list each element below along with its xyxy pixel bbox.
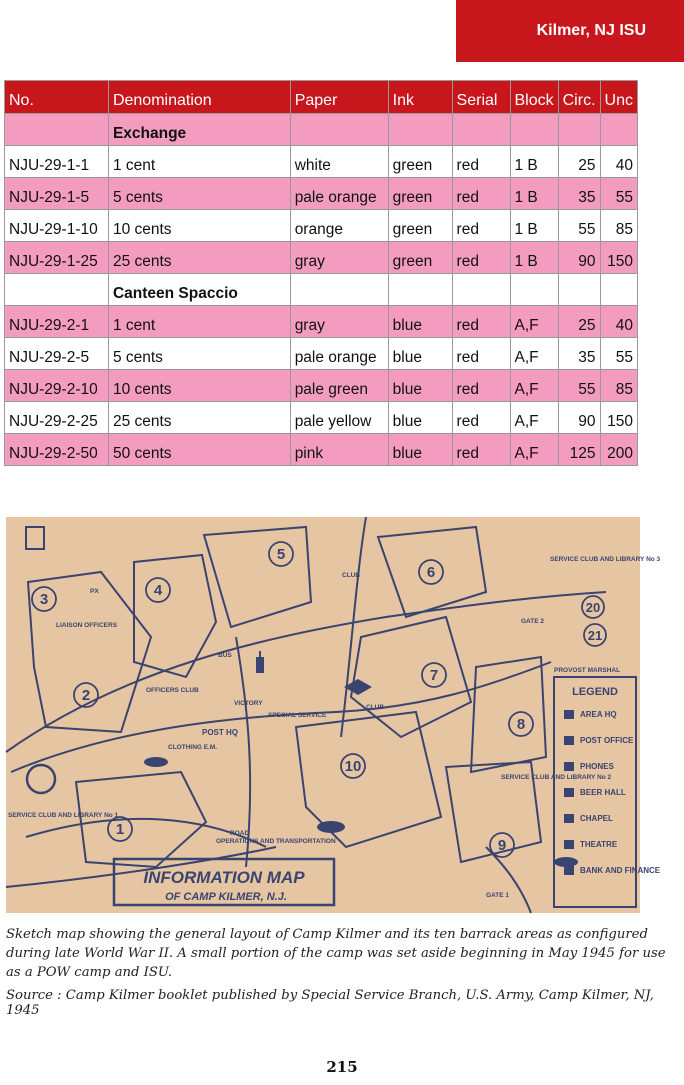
chapter-header-tab <box>456 0 684 62</box>
map-legend-symbol-icon <box>564 814 574 823</box>
empty-cell <box>558 274 600 306</box>
cell-paper: gray <box>290 242 388 274</box>
empty-cell <box>290 114 388 146</box>
section-title: Exchange <box>108 114 290 146</box>
empty-cell <box>5 274 109 306</box>
cell-ink: blue <box>388 402 452 434</box>
cell-serial: red <box>452 242 510 274</box>
cell-paper: gray <box>290 306 388 338</box>
cell-ink: blue <box>388 306 452 338</box>
column-header-block: Block <box>510 81 558 114</box>
map-legend-symbol-icon <box>564 840 574 849</box>
cell-circ: 25 <box>558 146 600 178</box>
camp-map-image <box>6 517 661 913</box>
map-area-5: 5 <box>276 546 286 563</box>
column-header-no: No. <box>5 81 109 114</box>
map-area-21: 21 <box>587 628 603 643</box>
cell-serial: red <box>452 210 510 242</box>
map-legend-item: BANK AND FINANCE <box>580 866 661 875</box>
cell-serial: red <box>452 338 510 370</box>
cell-no: NJU-29-1-1 <box>5 146 109 178</box>
map-label-service-club-1: SERVICE CLUB AND LIBRARY No 1 <box>8 812 119 819</box>
cell-unc: 40 <box>600 306 637 338</box>
map-title: INFORMATION MAP <box>143 868 305 887</box>
table-section-row <box>5 114 638 146</box>
table-row <box>5 370 638 402</box>
cell-ink: blue <box>388 434 452 466</box>
table-row <box>5 242 638 274</box>
map-label-gate-2: GATE 2 <box>521 618 544 625</box>
cell-paper: pale green <box>290 370 388 402</box>
map-area-8: 8 <box>516 716 526 733</box>
cell-block: A,F <box>510 306 558 338</box>
cell-paper: white <box>290 146 388 178</box>
map-legend-title: LEGEND <box>572 686 618 698</box>
cell-denomination: 25 cents <box>108 242 290 274</box>
cell-paper: pink <box>290 434 388 466</box>
empty-cell <box>600 114 637 146</box>
empty-cell <box>510 274 558 306</box>
cell-denomination: 50 cents <box>108 434 290 466</box>
cell-unc: 55 <box>600 338 637 370</box>
column-header-serial: Serial <box>452 81 510 114</box>
cell-denomination: 10 cents <box>108 210 290 242</box>
chapel-icon <box>256 657 264 673</box>
cell-denomination: 10 cents <box>108 370 290 402</box>
cell-no: NJU-29-1-25 <box>5 242 109 274</box>
cell-serial: red <box>452 434 510 466</box>
map-label-officers-club: OFFICERS CLUB <box>146 687 199 694</box>
map-label-px: PX <box>90 588 99 595</box>
map-legend-item: BEER HALL <box>580 788 626 797</box>
map-label-club-a: CLUB <box>342 572 361 579</box>
empty-cell <box>510 114 558 146</box>
empty-cell <box>452 114 510 146</box>
map-label-gate-1: GATE 1 <box>486 892 509 899</box>
cell-unc: 55 <box>600 178 637 210</box>
cell-circ: 35 <box>558 178 600 210</box>
cell-serial: red <box>452 306 510 338</box>
column-header-unc: Unc <box>600 81 637 114</box>
cell-circ: 125 <box>558 434 600 466</box>
cell-paper: pale orange <box>290 178 388 210</box>
map-legend-item: THEATRE <box>580 840 618 849</box>
page-number: 215 <box>326 1058 358 1076</box>
table-body <box>5 114 638 466</box>
cell-denomination: 5 cents <box>108 338 290 370</box>
map-label-club-b: CLUB <box>366 704 385 711</box>
table-row <box>5 178 638 210</box>
cell-no: NJU-29-1-5 <box>5 178 109 210</box>
map-area-3: 3 <box>39 591 49 608</box>
empty-cell <box>452 274 510 306</box>
column-header-circ: Circ. <box>558 81 600 114</box>
map-legend-item: POST OFFICE <box>580 736 634 745</box>
empty-cell <box>290 274 388 306</box>
cell-denomination: 25 cents <box>108 402 290 434</box>
section-title: Canteen Spaccio <box>108 274 290 306</box>
map-label-service-club-3: SERVICE CLUB AND LIBRARY No 3 <box>550 556 661 563</box>
catalog-table <box>4 80 638 466</box>
map-area-1: 1 <box>115 821 125 838</box>
map-caption: Sketch map showing the general layout of Camp Kilmer and its ten barrack areas as configured during late World War II. A small portion of the camp was set aside beginning in May 1945 for use as a POW camp and ISU. <box>6 927 666 980</box>
map-subtitle: OF CAMP KILMER, N.J. <box>165 891 287 903</box>
map-label-post-hq: POST HQ <box>202 728 239 737</box>
table-row <box>5 306 638 338</box>
cell-no: NJU-29-2-1 <box>5 306 109 338</box>
map-legend-symbol-icon <box>564 866 574 875</box>
table-row <box>5 210 638 242</box>
theatre-icon <box>317 821 345 833</box>
cell-denomination: 1 cent <box>108 146 290 178</box>
map-legend-symbol-icon <box>564 788 574 797</box>
cell-ink: green <box>388 146 452 178</box>
map-label-bus: BUS <box>218 652 232 659</box>
cell-circ: 55 <box>558 210 600 242</box>
cell-no: NJU-29-2-25 <box>5 402 109 434</box>
cell-denomination: 5 cents <box>108 178 290 210</box>
cell-block: 1 B <box>510 242 558 274</box>
map-label-road: ROAD <box>230 830 250 837</box>
cell-no: NJU-29-2-5 <box>5 338 109 370</box>
column-header-paper: Paper <box>290 81 388 114</box>
table-section-row <box>5 274 638 306</box>
chapter-title: Kilmer, NJ ISU <box>536 22 646 39</box>
map-label-provost: PROVOST MARSHAL <box>554 667 621 674</box>
map-legend-symbol-icon <box>564 710 574 719</box>
map-area-4: 4 <box>153 582 163 599</box>
empty-cell <box>558 114 600 146</box>
map-label-liaison: LIAISON OFFICERS <box>56 622 118 629</box>
cell-unc: 85 <box>600 370 637 402</box>
map-label-operations: OPERATIONS AND TRANSPORTATION <box>216 838 336 845</box>
empty-cell <box>5 114 109 146</box>
map-area-10: 10 <box>344 758 362 775</box>
cell-ink: green <box>388 242 452 274</box>
cell-unc: 40 <box>600 146 637 178</box>
cell-circ: 35 <box>558 338 600 370</box>
map-area-20: 20 <box>585 600 601 615</box>
cell-ink: blue <box>388 338 452 370</box>
cell-paper: pale orange <box>290 338 388 370</box>
table-row <box>5 434 638 466</box>
table-row <box>5 146 638 178</box>
cell-circ: 90 <box>558 402 600 434</box>
cell-denomination: 1 cent <box>108 306 290 338</box>
cell-block: 1 B <box>510 178 558 210</box>
cell-serial: red <box>452 370 510 402</box>
map-label-victory: VICTORY <box>234 700 263 707</box>
cell-serial: red <box>452 146 510 178</box>
cell-no: NJU-29-2-50 <box>5 434 109 466</box>
cell-circ: 55 <box>558 370 600 402</box>
table-row <box>5 338 638 370</box>
cell-no: NJU-29-2-10 <box>5 370 109 402</box>
empty-cell <box>600 274 637 306</box>
map-legend-item: PHONES <box>580 762 614 771</box>
cell-unc: 150 <box>600 402 637 434</box>
cell-serial: red <box>452 402 510 434</box>
cell-unc: 150 <box>600 242 637 274</box>
cell-unc: 200 <box>600 434 637 466</box>
cell-block: 1 B <box>510 210 558 242</box>
map-area-6: 6 <box>426 564 436 581</box>
cell-paper: pale yellow <box>290 402 388 434</box>
map-area-9: 9 <box>497 837 507 854</box>
cell-block: 1 B <box>510 146 558 178</box>
cell-block: A,F <box>510 402 558 434</box>
map-area-2: 2 <box>81 687 91 704</box>
cell-ink: blue <box>388 370 452 402</box>
map-legend-item: CHAPEL <box>580 814 613 823</box>
map-label-special-service: SPECIAL SERVICE <box>268 712 327 719</box>
cell-ink: green <box>388 178 452 210</box>
table-row <box>5 402 638 434</box>
column-header-ink: Ink <box>388 81 452 114</box>
cell-no: NJU-29-1-10 <box>5 210 109 242</box>
cell-unc: 85 <box>600 210 637 242</box>
cell-block: A,F <box>510 434 558 466</box>
map-legend-symbol-icon <box>564 762 574 771</box>
cell-block: A,F <box>510 370 558 402</box>
empty-cell <box>388 274 452 306</box>
map-legend-item: AREA HQ <box>580 710 617 719</box>
map-legend-symbol-icon <box>564 736 574 745</box>
cell-paper: orange <box>290 210 388 242</box>
cell-circ: 90 <box>558 242 600 274</box>
map-area-7: 7 <box>429 667 439 684</box>
empty-cell <box>388 114 452 146</box>
cell-circ: 25 <box>558 306 600 338</box>
map-label-service-club-2: SERVICE CLUB AND LIBRARY No 2 <box>501 774 612 781</box>
map-source: Source : Camp Kilmer booklet published by Special Service Branch, U.S. Army, Camp Kilmer, NJ, 1945 <box>6 988 654 1018</box>
column-header-denomination: Denomination <box>108 81 290 114</box>
table-header-row <box>5 81 638 114</box>
cell-block: A,F <box>510 338 558 370</box>
map-label-clothing: CLOTHING E.M. <box>168 744 218 751</box>
cell-serial: red <box>452 178 510 210</box>
cell-ink: green <box>388 210 452 242</box>
